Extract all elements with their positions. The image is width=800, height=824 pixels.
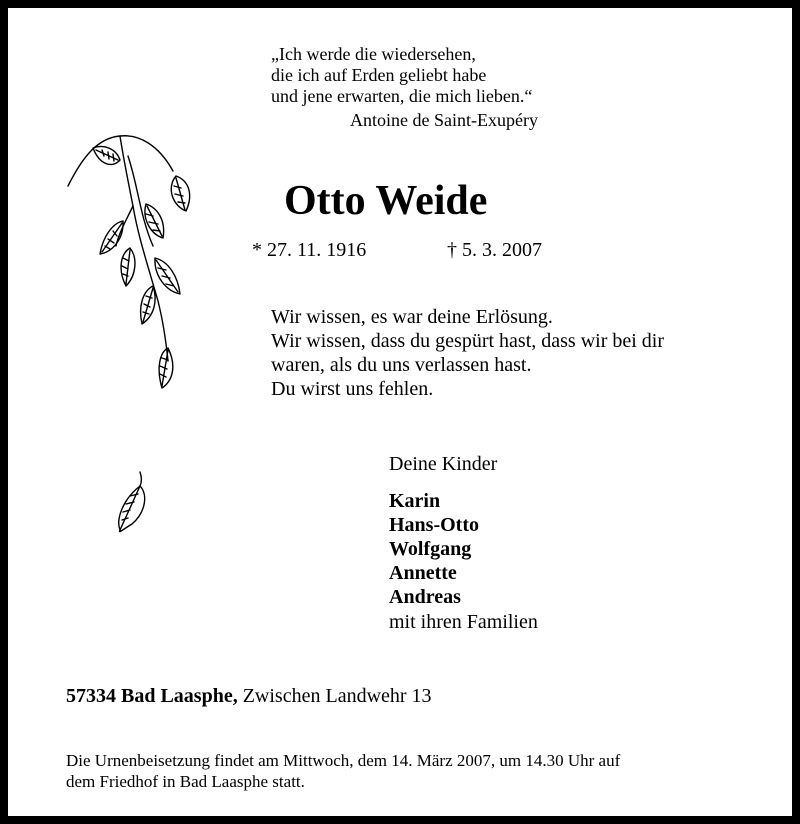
quote-line: und jene erwarten, die mich lieben.“ [271, 86, 533, 106]
death-date: † 5. 3. 2007 [447, 239, 542, 261]
birch-branch-icon [58, 126, 198, 396]
address-city: 57334 Bad Laasphe, [66, 685, 238, 707]
quote-line: „Ich werde die wiedersehen, [271, 44, 476, 64]
birth-date: * 27. 11. 1916 [252, 239, 367, 261]
message-line: waren, als du uns verlassen hast. [271, 354, 532, 376]
farewell-message [271, 305, 664, 401]
message-line: Wir wissen, es war deine Erlösung. [271, 306, 553, 328]
mourner-name: Annette [389, 562, 457, 584]
mourner-name: Karin [389, 490, 441, 512]
deceased-name: Otto Weide [284, 178, 488, 224]
quote [271, 44, 532, 107]
burial-line: dem Friedhof in Bad Laasphe statt. [66, 772, 305, 791]
message-line: Du wirst uns fehlen. [271, 378, 434, 400]
address [66, 684, 432, 708]
mourner-name: Hans-Otto [389, 514, 479, 536]
message-line: Wir wissen, dass du gespürt hast, dass wir bei dir [271, 330, 665, 352]
mourners-intro: Deine Kinder [389, 453, 498, 475]
falling-leaf-icon [108, 468, 152, 538]
mourner-name: Andreas [389, 586, 461, 608]
quote-line: die ich auf Erden geliebt habe [271, 65, 487, 85]
mourners-family: mit ihren Familien [389, 611, 538, 633]
address-street: Zwischen Landwehr 13 [237, 685, 432, 707]
burial-notice [66, 750, 620, 792]
mourner-name: Wolfgang [389, 538, 472, 560]
burial-line: Die Urnenbeisetzung findet am Mittwoch, dem 14. März 2007, um 14.30 Uhr auf [66, 751, 621, 770]
quote-author: Antoine de Saint-Exupéry [350, 110, 538, 130]
mourners-names [389, 489, 479, 609]
